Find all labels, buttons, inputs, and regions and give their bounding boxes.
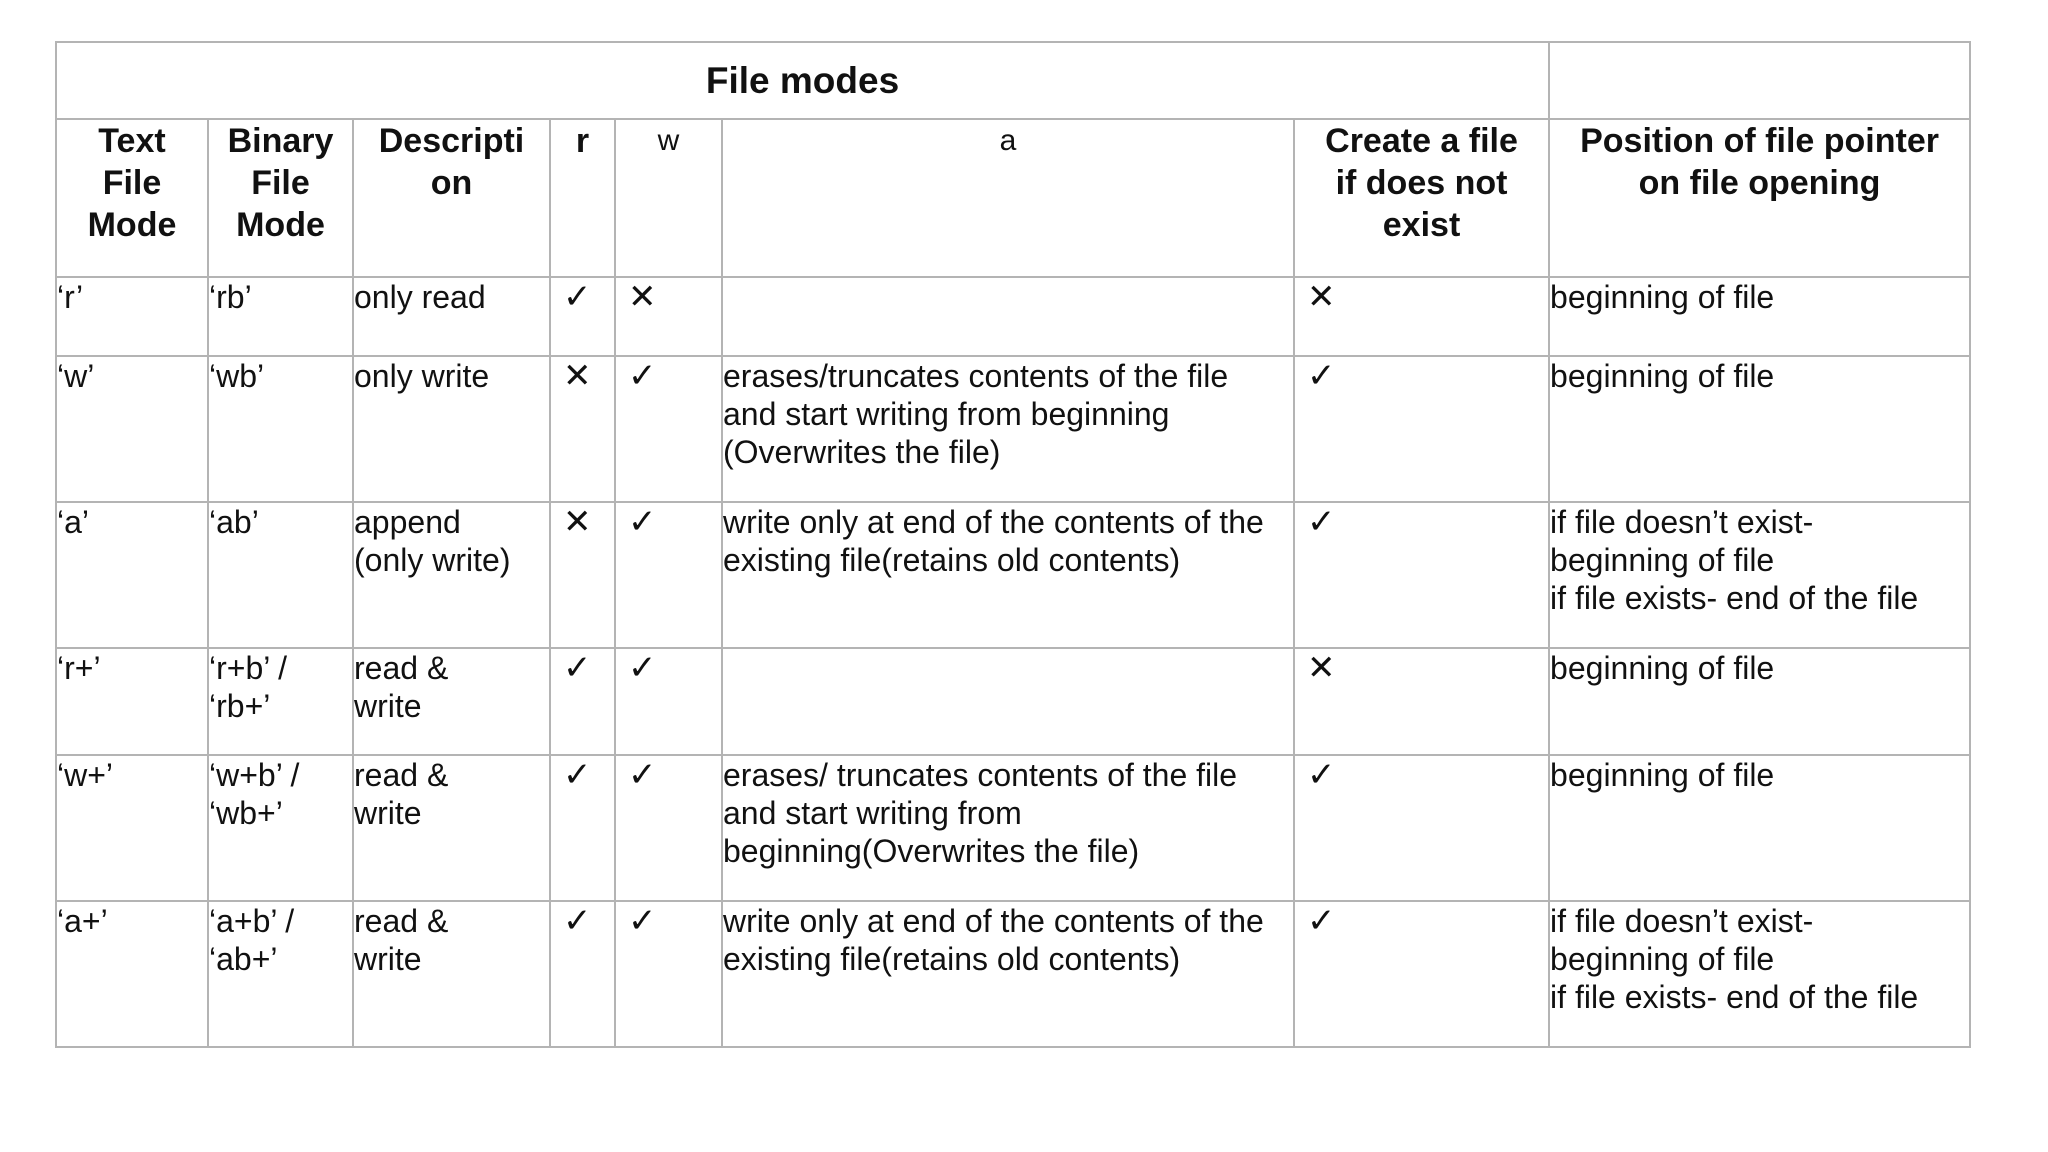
- header-position-line: Position of file pointer: [1580, 122, 1939, 160]
- header-text-mode: [56, 119, 208, 277]
- cell-binary-mode-line: ‘wb’: [209, 358, 265, 394]
- cell-text-mode-line: ‘r+’: [57, 650, 101, 686]
- table-row: [56, 502, 1970, 648]
- cell-position-line: beginning of file: [1550, 279, 1775, 315]
- cell-binary-mode: [208, 901, 353, 1047]
- header-create-line: Create a file: [1325, 122, 1518, 160]
- cell-a-line: and start writing from beginning: [723, 396, 1170, 432]
- cell-a-line: and start writing from: [723, 795, 1022, 831]
- header-position-line: on file opening: [1638, 164, 1881, 202]
- cell-a: [722, 901, 1294, 1047]
- cell-position-line: beginning of file: [1550, 542, 1775, 578]
- header-create-line: exist: [1382, 206, 1461, 244]
- cell-description-line: read &: [354, 757, 449, 793]
- cell-w-check-icon: ✓: [615, 901, 722, 1047]
- cell-text-mode: [56, 502, 208, 648]
- header-binary-mode-line: File: [251, 164, 310, 202]
- cell-a: [722, 502, 1294, 648]
- cell-description: [353, 648, 550, 755]
- cell-text-mode-line: ‘w’: [57, 358, 95, 394]
- cell-position: [1549, 356, 1970, 502]
- header-text-mode-line: Mode: [87, 206, 177, 244]
- table-row: [56, 755, 1970, 901]
- header-r: r: [550, 119, 615, 277]
- cell-position: [1549, 277, 1970, 356]
- cell-description-line: write: [354, 795, 422, 831]
- cell-create-check-icon: ✓: [1294, 901, 1549, 1047]
- cell-position: [1549, 901, 1970, 1047]
- header-binary-mode: [208, 119, 353, 277]
- cell-position-line: if file doesn’t exist-: [1550, 903, 1814, 939]
- cell-r-check-icon: ✓: [550, 277, 615, 356]
- header-a: a: [722, 119, 1294, 277]
- header-create-line: if does not: [1335, 164, 1508, 202]
- cell-binary-mode: [208, 356, 353, 502]
- cell-w-check-icon: ✓: [615, 502, 722, 648]
- cell-description-line: write: [354, 688, 422, 724]
- cell-w-cross-icon: ✕: [615, 277, 722, 356]
- cell-description-line: read &: [354, 650, 449, 686]
- cell-binary-mode: [208, 502, 353, 648]
- cell-text-mode-line: ‘r’: [57, 279, 84, 315]
- cell-position-line: if file doesn’t exist-: [1550, 504, 1814, 540]
- cell-create-check-icon: ✓: [1294, 502, 1549, 648]
- table-row: [56, 277, 1970, 356]
- cell-a: [722, 277, 1294, 356]
- cell-binary-mode: [208, 277, 353, 356]
- cell-w-check-icon: ✓: [615, 755, 722, 901]
- cell-binary-mode-line: ‘ab+’: [209, 941, 278, 977]
- cell-text-mode-line: ‘w+’: [57, 757, 114, 793]
- cell-a-line: (Overwrites the file): [723, 434, 1001, 470]
- cell-text-mode: [56, 277, 208, 356]
- cell-text-mode-line: ‘a’: [57, 504, 90, 540]
- cell-r-cross-icon: ✕: [550, 502, 615, 648]
- cell-description: [353, 755, 550, 901]
- cell-text-mode: [56, 901, 208, 1047]
- cell-position-line: if file exists- end of the file: [1550, 979, 1919, 1015]
- cell-binary-mode: [208, 648, 353, 755]
- cell-binary-mode-line: ‘w+b’ /: [209, 757, 300, 793]
- cell-description-line: append: [354, 504, 461, 540]
- cell-binary-mode: [208, 755, 353, 901]
- cell-r-check-icon: ✓: [550, 648, 615, 755]
- cell-position: [1549, 755, 1970, 901]
- cell-a-line: existing file(retains old contents): [723, 941, 1181, 977]
- cell-a-line: write only at end of the contents of the: [723, 504, 1264, 540]
- cell-position-line: beginning of file: [1550, 757, 1775, 793]
- cell-position-line: beginning of file: [1550, 941, 1775, 977]
- cell-binary-mode-line: ‘rb+’: [209, 688, 271, 724]
- header-description: [353, 119, 550, 277]
- header-text-mode-line: Text: [98, 122, 166, 160]
- header-position: [1549, 119, 1970, 277]
- cell-a-line: beginning(Overwrites the file): [723, 833, 1140, 869]
- cell-binary-mode-line: ‘a+b’ /: [209, 903, 295, 939]
- cell-description: [353, 901, 550, 1047]
- cell-a-line: erases/truncates contents of the file: [723, 358, 1229, 394]
- cell-description: [353, 356, 550, 502]
- header-description-line: Descripti: [378, 122, 525, 160]
- header-text-mode-line: File: [102, 164, 162, 202]
- cell-description-line: only write: [354, 358, 490, 394]
- header-description-line: on: [430, 164, 473, 202]
- cell-description-line: only read: [354, 279, 486, 315]
- cell-r-cross-icon: ✕: [550, 356, 615, 502]
- cell-binary-mode-line: ‘rb’: [209, 279, 252, 315]
- cell-a-line: write only at end of the contents of the: [723, 903, 1264, 939]
- cell-create-cross-icon: ✕: [1294, 648, 1549, 755]
- cell-r-check-icon: ✓: [550, 901, 615, 1047]
- header-binary-mode-line: Mode: [236, 206, 325, 244]
- header-binary-mode-line: Binary: [227, 122, 334, 160]
- header-w: w: [615, 119, 722, 277]
- table-row: [56, 356, 1970, 502]
- cell-w-check-icon: ✓: [615, 356, 722, 502]
- cell-binary-mode-line: ‘r+b’ /: [209, 650, 287, 686]
- cell-text-mode-line: ‘a+’: [57, 903, 108, 939]
- cell-w-check-icon: ✓: [615, 648, 722, 755]
- cell-position: [1549, 648, 1970, 755]
- cell-description: [353, 277, 550, 356]
- cell-binary-mode-line: ‘ab’: [209, 504, 259, 540]
- table-row: [56, 648, 1970, 755]
- cell-create-check-icon: ✓: [1294, 356, 1549, 502]
- cell-position: [1549, 502, 1970, 648]
- header-create: [1294, 119, 1549, 277]
- cell-description-line: (only write): [354, 542, 511, 578]
- cell-position-line: if file exists- end of the file: [1550, 580, 1919, 616]
- table-title: File modes: [56, 42, 1549, 119]
- cell-description: [353, 502, 550, 648]
- cell-binary-mode-line: ‘wb+’: [209, 795, 283, 831]
- title-row: [56, 42, 1970, 119]
- header-row: [56, 119, 1970, 277]
- cell-a: [722, 356, 1294, 502]
- cell-a: [722, 755, 1294, 901]
- title-empty-cell: [1549, 42, 1970, 119]
- table-row: [56, 901, 1970, 1047]
- cell-a-line: existing file(retains old contents): [723, 542, 1181, 578]
- cell-text-mode: [56, 648, 208, 755]
- cell-text-mode: [56, 755, 208, 901]
- cell-position-line: beginning of file: [1550, 650, 1775, 686]
- file-modes-table: [55, 41, 1971, 1048]
- cell-a-line: erases/ truncates contents of the file: [723, 757, 1238, 793]
- cell-r-check-icon: ✓: [550, 755, 615, 901]
- cell-description-line: write: [354, 941, 422, 977]
- cell-create-check-icon: ✓: [1294, 755, 1549, 901]
- cell-description-line: read &: [354, 903, 449, 939]
- cell-position-line: beginning of file: [1550, 358, 1775, 394]
- cell-create-cross-icon: ✕: [1294, 277, 1549, 356]
- cell-text-mode: [56, 356, 208, 502]
- cell-a: [722, 648, 1294, 755]
